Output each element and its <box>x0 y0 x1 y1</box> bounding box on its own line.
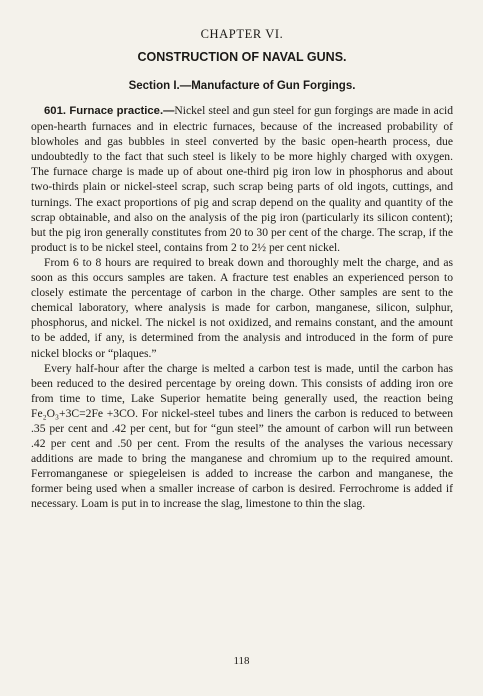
paragraph-lead: 601. Furnace practice.— <box>44 105 175 117</box>
paragraph-carbon-test <box>31 361 453 512</box>
body-text <box>31 103 453 512</box>
paragraph-text: From 6 to 8 hours are required to break down and thoroughly melt the charge, and as soon as this occurs samples are taken. A fracture test enables an experienced person to closely estimate the percentage of carbon in the charge. Other samples are sent to the chemical laboratory, where analysis is made for carbon, manganese, silicon, sulphur, phosphorus, and nickel. The nickel is not oxidized, and remains constant, and the amount to be added, if any, is determined from the analysis and introduced in the form of pure nickel blocks or “plaques.” <box>31 255 453 360</box>
paragraph-text: Nickel steel and gun steel for gun forgings are made in acid open-hearth furnaces and in electric furnaces, because of the increased probability of blowholes and gas bubbles in steel converted by the basic open-hearth process, due undoubtedly to the fact that such steel is likely to be more highly charged with oxygen. The furnace charge is made up of about one-third pig iron low in phosphorus and about two-thirds plain or nickel-steel scrap, such scrap being parts of old ingots, cuttings, and turnings. The exact proportions of pig and scrap depend on the quality and quantity of the scrap obtainable, and also on the analysis of the pig iron (particularly its silicon content); but the pig iron generally constitutes from 20 to 30 per cent of the charge. The scrap, if the product is to be nickel steel, contains from 2 to 2½ per cent nickel. <box>31 104 453 254</box>
chapter-heading: CHAPTER VI. <box>200 27 284 41</box>
paragraph-melting <box>31 255 453 361</box>
section-heading: Section I.—Manufacture of Gun Forgings. <box>128 80 356 92</box>
paragraph-text: Every half-hour after the charge is melted a carbon test is made, until the carbon has been reduced to the desired percentage by oreing down. This consists of adding iron ore from time to time, Lake Superior hematite being generally used, the reaction being Fe₂O₃+3C=2Fe +3CO. For nickel-steel tubes and liners the carbon is reduced to between .35 per cent and .42 per cent, but for “gun steel” the amount of carbon will run between .42 per cent and .50 per cent. From the results of the analyses the various necessary additions are made to bring the manganese and chromium up to the required amount. Ferromanganese or spiegeleisen is added to increase the carbon and manganese, the former being used when a smaller increase of carbon is desired. Ferrochrome is added if necessary. Loam is put in to increase the slag, limestone to thin the slag. <box>31 361 453 511</box>
paragraph-furnace-practice <box>31 103 453 255</box>
chapter-title: CONSTRUCTION OF NAVAL GUNS. <box>137 50 347 64</box>
page-number: 118 <box>233 655 250 667</box>
